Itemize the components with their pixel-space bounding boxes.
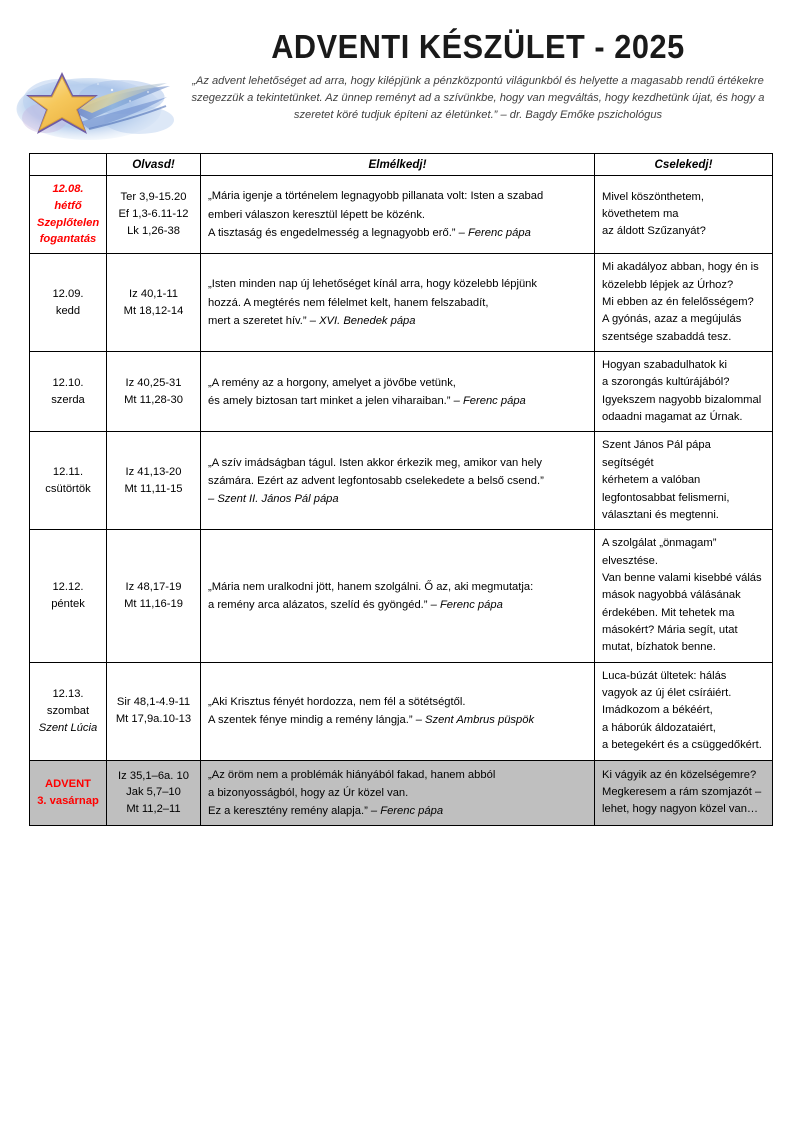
scripture-reference: Mt 18,12-14 — [123, 304, 184, 317]
date-line: 3. vasárnap — [37, 794, 99, 807]
meditation-attribution-line — [208, 490, 587, 508]
scripture-reference: Ter 3,9-15.20 — [120, 191, 187, 204]
date-line: 12.11. — [52, 466, 84, 479]
meditation-attribution: – Ferenc pápa — [427, 598, 503, 611]
column-header-date — [30, 154, 107, 176]
action-line: a háborúk áldozataiért, — [602, 721, 716, 734]
cell-date — [30, 254, 107, 352]
meditation-attribution: – Szent Ambrus püspök — [412, 714, 535, 727]
action-line: Van benne valami kisebbé válás — [602, 571, 762, 584]
meditation-line: a remény arca alázatos, szelíd és gyöngéd.” – Ferenc pápa — [208, 598, 503, 611]
cell-date — [30, 432, 107, 530]
meditation-line: „Az öröm nem a problémák hiányából fakad, hanem abból — [208, 768, 496, 781]
scripture-reference: Jak 5,7–10 — [126, 786, 181, 799]
cell-date — [30, 760, 107, 825]
action-line: lehet, hogy nagyon közel van… — [602, 803, 759, 816]
cell-readings — [107, 530, 201, 663]
column-header-read: Olvasd! — [107, 154, 201, 176]
date-line: péntek — [51, 597, 85, 610]
scripture-reference: Mt 17,9a.10-13 — [115, 713, 192, 726]
cell-readings — [107, 432, 201, 530]
cell-readings — [107, 176, 201, 254]
scripture-reference: Iz 48,17-19 — [125, 581, 182, 594]
date-line: 12.09. — [52, 287, 84, 300]
cell-readings — [107, 662, 201, 760]
meditation-line: „Aki Krisztus fényét hordozza, nem fél a sötétségtől. — [208, 695, 466, 708]
action-line: A szolgálat „önmagam” elvesztése. — [602, 537, 717, 567]
meditation-line: számára. Ezért az advent legfontosabb cselekedete a belső csend.” — [208, 474, 544, 487]
advent-schedule-table — [29, 153, 773, 826]
scripture-reference: Mt 11,2–11 — [126, 803, 181, 816]
cell-meditation — [201, 176, 595, 254]
cell-meditation — [201, 662, 595, 760]
table-row — [30, 254, 773, 352]
scripture-reference: Sir 48,1-4.9-11 — [116, 696, 191, 709]
table-body — [30, 176, 773, 826]
date-line: Szent Lúcia — [38, 721, 98, 734]
action-line: Megkeresem a rám szomjazót – — [602, 786, 762, 799]
action-line: kérhetem a valóban — [602, 474, 701, 487]
cell-meditation — [201, 760, 595, 825]
meditation-line: „A szív imádságban tágul. Isten akkor érkezik meg, amikor van hely — [208, 456, 542, 469]
action-line: Mivel köszönthetem, — [602, 190, 704, 203]
action-line: mutat, bízhatok benne. — [602, 641, 716, 654]
shooting-star-icon — [14, 66, 174, 154]
meditation-line: hozzá. A megtérés nem félelmet kelt, hanem felszabadít, — [208, 296, 489, 309]
meditation-line: „A remény az a horgony, amelyet a jövőbe vetünk, — [208, 376, 456, 389]
action-line: követhetem ma — [602, 207, 679, 220]
cell-date — [30, 662, 107, 760]
cell-meditation — [201, 530, 595, 663]
cell-readings — [107, 351, 201, 431]
scripture-reference: Mt 11,28-30 — [124, 393, 183, 406]
date-line: szerda — [51, 393, 85, 406]
cell-action — [595, 254, 773, 352]
meditation-line: A szentek fénye mindig a remény lángja.” – Szent Ambrus püspök — [208, 714, 535, 727]
scripture-reference: Iz 40,1-11 — [129, 287, 178, 300]
scripture-reference: Mt 11,16-19 — [124, 597, 183, 610]
table-row — [30, 432, 773, 530]
action-line: érdekében. Mit tehetek ma — [602, 606, 735, 619]
date-line: ADVENT — [45, 777, 91, 790]
meditation-line: Ez a keresztény remény alapja.” – Ferenc pápa — [208, 804, 444, 817]
column-header-act: Cselekedj! — [595, 154, 773, 176]
cell-date — [30, 530, 107, 663]
action-line: Imádkozom a békéért, — [602, 704, 713, 717]
action-line: vagyok az új élet csíráiért. — [602, 687, 732, 700]
page-subtitle-quote: „Az advent lehetőséget ad arra, hogy kilépjünk a pénzközpontú világunkból és helyette a magasabb rendű értékekre szegezzük a tekintetünket. Az ünnep reményt ad a szívünkbe, hogy van megváltás, hogy kezdhetünk újat, és hogy a szeretet köré tudjuk építeni az életünket.” – dr. Bagdy Emőke pszichológus — [191, 74, 765, 121]
action-line: az áldott Szűzanyát? — [602, 225, 706, 238]
cell-meditation — [201, 254, 595, 352]
action-line: Mi ebben az én felelősségem? — [602, 295, 754, 308]
action-line: odaadni magamat az Úrnak. — [602, 411, 743, 424]
cell-action — [595, 351, 773, 431]
action-line: Hogyan szabadulhatok ki — [602, 358, 728, 371]
action-line: szentsége szabaddá tesz. — [602, 330, 732, 343]
cell-date — [30, 176, 107, 254]
scripture-reference: Ef 1,3-6.11-12 — [118, 208, 189, 221]
table-header-row — [30, 154, 773, 176]
scripture-reference: Mt 11,11-15 — [124, 482, 183, 495]
title-block — [178, 30, 778, 124]
cell-action — [595, 530, 773, 663]
meditation-line: és amely biztosan tart minket a jelen viharaiban.” – Ferenc pápa — [208, 394, 526, 407]
meditation-line: „Mária igenje a történelem legnagyobb pillanata volt: Isten a szabad — [208, 190, 544, 203]
scripture-reference: Iz 35,1–6a. 10 — [118, 769, 189, 782]
action-line: Mi akadályoz abban, hogy én is — [602, 261, 759, 274]
column-header-meditate: Elmélkedj! — [201, 154, 595, 176]
action-line: másokért? Mária segít, utat — [602, 624, 738, 637]
scripture-reference: Iz 40,25-31 — [125, 376, 182, 389]
action-line: a betegekért és a csüggedőkért. — [602, 739, 762, 752]
action-line: Luca-búzát ültetek: hálás — [602, 669, 727, 682]
action-line: választani és megtenni. — [602, 508, 719, 521]
scripture-reference: Lk 1,26-38 — [127, 224, 180, 237]
action-line: közelebb lépjek az Úrhoz? — [602, 278, 734, 291]
meditation-attribution: – Ferenc pápa — [367, 804, 444, 817]
table-row — [30, 530, 773, 663]
page-title: ADVENTI KÉSZÜLET - 2025 — [271, 28, 685, 65]
action-line: Szent János Pál pápa segítségét — [602, 439, 711, 469]
cell-action — [595, 662, 773, 760]
date-line: 12.13. — [52, 687, 84, 700]
cell-date — [30, 351, 107, 431]
table-header — [30, 154, 773, 176]
cell-meditation — [201, 432, 595, 530]
scripture-reference: Iz 41,13-20 — [125, 466, 182, 479]
table-row — [30, 760, 773, 825]
date-line: 12.12. — [52, 581, 84, 594]
action-line: mások nagyobbá válásának — [602, 589, 741, 602]
meditation-line: mert a szeretet hív.” – XVI. Benedek pápa — [208, 314, 416, 327]
meditation-line: a bizonyosságból, hogy az Úr közel van. — [208, 786, 409, 799]
cell-action — [595, 176, 773, 254]
meditation-line: „Isten minden nap új lehetőséget kínál arra, hogy közelebb lépjünk — [208, 278, 537, 291]
action-line: Ki vágyik az én közelségemre? — [602, 768, 757, 781]
meditation-attribution: – XVI. Benedek pápa — [306, 314, 416, 327]
cell-action — [595, 760, 773, 825]
page-header — [0, 0, 794, 152]
date-line: 12.10. — [52, 376, 84, 389]
table-row — [30, 176, 773, 254]
table-row — [30, 351, 773, 431]
meditation-line: emberi válaszon keresztül lépett be közénk. — [208, 208, 426, 221]
date-line: hétfő — [54, 199, 82, 212]
date-line: kedd — [55, 304, 81, 317]
table-row — [30, 662, 773, 760]
action-line: legfontosabbat felismerni, — [602, 491, 730, 504]
meditation-line: A tisztaság és engedelmesség a legnagyobb erő.” – Ferenc pápa — [208, 226, 531, 239]
meditation-attribution: – Szent II. János Pál pápa — [208, 492, 339, 505]
cell-action — [595, 432, 773, 530]
cell-readings — [107, 760, 201, 825]
action-line: A gyónás, azaz a megújulás — [602, 313, 742, 326]
meditation-attribution: – Ferenc pápa — [455, 226, 531, 239]
date-line: Szeplőtelen — [37, 216, 100, 229]
action-line: Igyekszem nagyobb bizalommal — [602, 393, 762, 406]
action-line: a szorongás kultúrájából? — [602, 376, 730, 389]
meditation-line: „Mária nem uralkodni jött, hanem szolgálni. Ő az, aki megmutatja: — [208, 580, 534, 593]
date-line: csütörtök — [45, 482, 91, 495]
meditation-attribution: – Ferenc pápa — [450, 394, 526, 407]
cell-meditation — [201, 351, 595, 431]
date-line: 12.08. — [52, 183, 84, 195]
cell-readings — [107, 254, 201, 352]
date-line: fogantatás — [39, 233, 97, 246]
date-line: szombat — [46, 704, 90, 717]
